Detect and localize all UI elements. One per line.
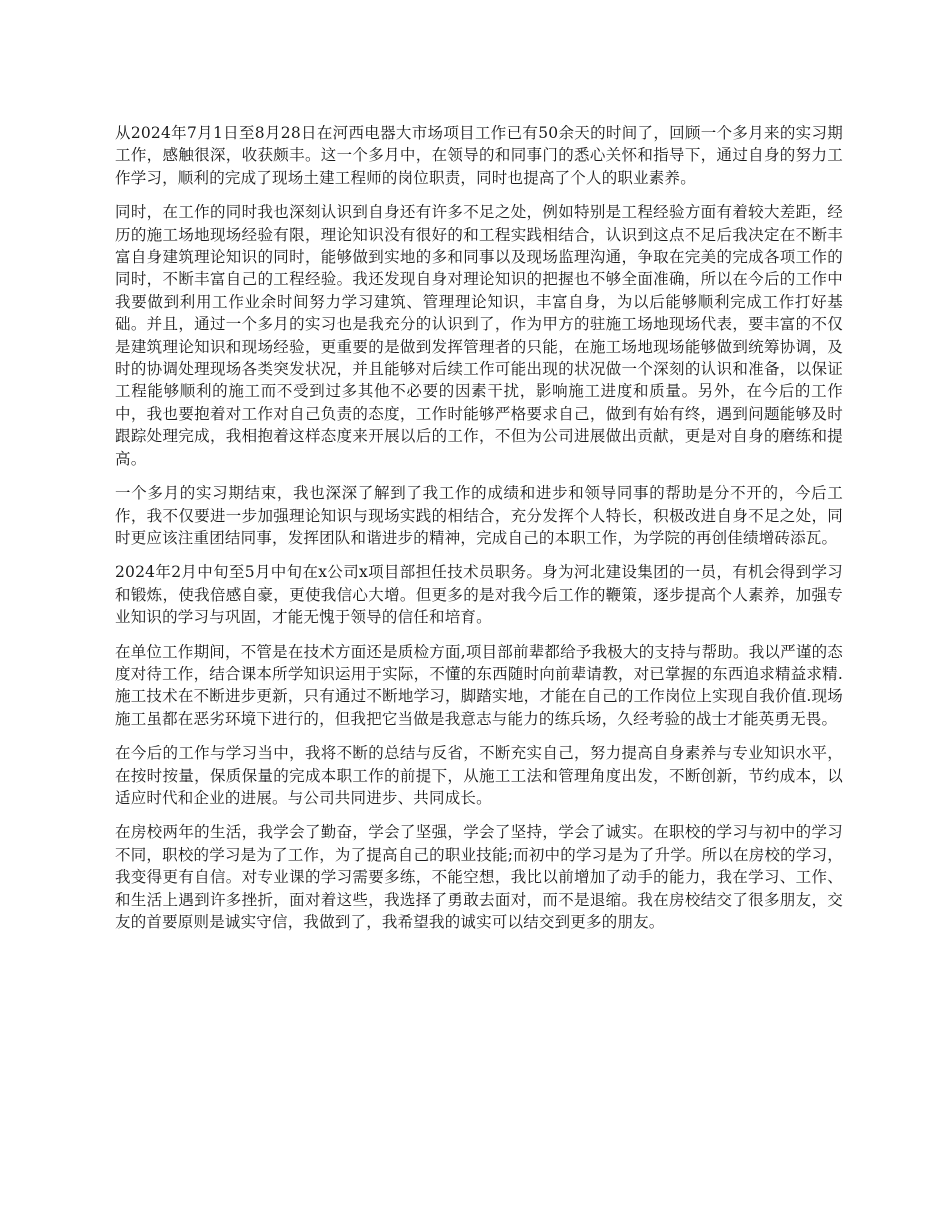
paragraph-future-plans: 在今后的工作与学习当中，我将不断的总结与反省，不断充实自己，努力提高自身素养与专业知识水平，在按时按量，保质保量的完成本职工作的前提下，从施工工法和管理角度出发，不断创新，节约成本，以适应时代和企业的进展。与公司共同进步、共同成长。: [115, 744, 843, 807]
paragraph-conclusion: 一个多月的实习期结束，我也深深了解到了我工作的成绩和进步和领导同事的帮助是分不开的，今后工作，我不仅要进一步加强理论知识与现场实践的相结合，充分发挥个人特长，积极改进自身不足之处，同时更应该注重团结同事，发挥团队和谐进步的精神，完成自己的本职工作，为学院的再创佳绩增砖添瓦。: [115, 484, 843, 547]
paragraph-work-period: 在单位工作期间，不管是在技术方面还是质检方面,项目部前辈都给予我极大的支持与帮助。我以严谨的态度对待工作，结合课本所学知识运用于实际，不懂的东西随时向前辈请教，对已掌握的东西追求精益求精.施工技术在不断进步更新，只有通过不断地学习，脚踏实地，才能在自己的工作岗位上实现自我价值.现场施工虽都在恶劣环境下进行的，但我把它当做是我意志与能力的练兵场，久经考验的战士才能英勇无畏。: [115, 642, 843, 728]
paragraph-technician-role: 2024年2月中旬至5月中旬在x公司x项目部担任技术员职务。身为河北建设集团的一员，有机会得到学习和锻炼，使我倍感自豪，更使我信心大增。但更多的是对我今后工作的鞭策，逐步提高个人素养，加强专业知识的学习与巩固，才能无愧于领导的信任和培育。: [115, 563, 843, 627]
document-body: [115, 122, 843, 945]
paragraph-school-life: 在房校两年的生活，我学会了勤奋，学会了坚强，学会了坚持，学会了诚实。在职校的学习与初中的学习不同，职校的学习是为了工作，为了提高自己的职业技能;而初中的学习是为了升学。所以在房校的学习，我变得更有自信。对专业课的学习需要多练，不能空想，我比以前增加了动手的能力，我在学习、工作、和生活上遇到许多挫折，面对着这些，我选择了勇敢去面对，而不是退缩。我在房校结交了很多朋友，交友的首要原则是诚实守信，我做到了，我希望我的诚实可以结交到更多的朋友。: [115, 823, 843, 931]
paragraph-shortcomings: 同时，在工作的同时我也深刻认识到自身还有许多不足之处，例如特别是工程经验方面有着较大差距，经历的施工场地现场经验有限，理论知识没有很好的和工程实践相结合，认识到这点不足后我决定在不断丰富自身建筑理论知识的同时，能够做到实地的多和同事以及现场监理沟通，争取在完美的完成各项工作的同时，不断丰富自己的工程经验。我还发现自身对理论知识的把握也不够全面准确，所以在今后的工作中我要做到利用工作业余时间努力学习建筑、管理理论知识，丰富自身，为以后能够顺利完成工作打好基础。并且，通过一个多月的实习也是我充分的认识到了，作为甲方的驻施工场地现场代表，要丰富的不仅是建筑理论知识和现场经验，更重要的是做到发挥管理者的只能，在施工场地现场能够做到统筹协调，及时的协调处理现场各类突发状况，并且能够对后续工作可能出现的状况做一个深刻的认识和准备，以保证工程能够顺利的施工而不受到过多其他不必要的因素干扰，影响施工进度和质量。另外，在今后的工作中，我也要抱着对工作对自己负责的态度，工作时能够严格要求自己，做到有始有终，遇到问题能够及时跟踪处理完成，我相抱着这样态度来开展以后的工作，不但为公司进展做出贡献，更是对自身的磨练和提高。: [115, 203, 843, 468]
paragraph-internship-summary: 从2024年7月1日至8月28日在河西电器大市场项目工作已有50余天的时间了，回顾一个多月来的实习期工作，感触很深，收获颇丰。这一个多月中，在领导的和同事门的悉心关怀和指导下，通过自身的努力工作学习，顺利的完成了现场土建工程师的岗位职责，同时也提高了个人的职业素养。: [115, 124, 843, 187]
